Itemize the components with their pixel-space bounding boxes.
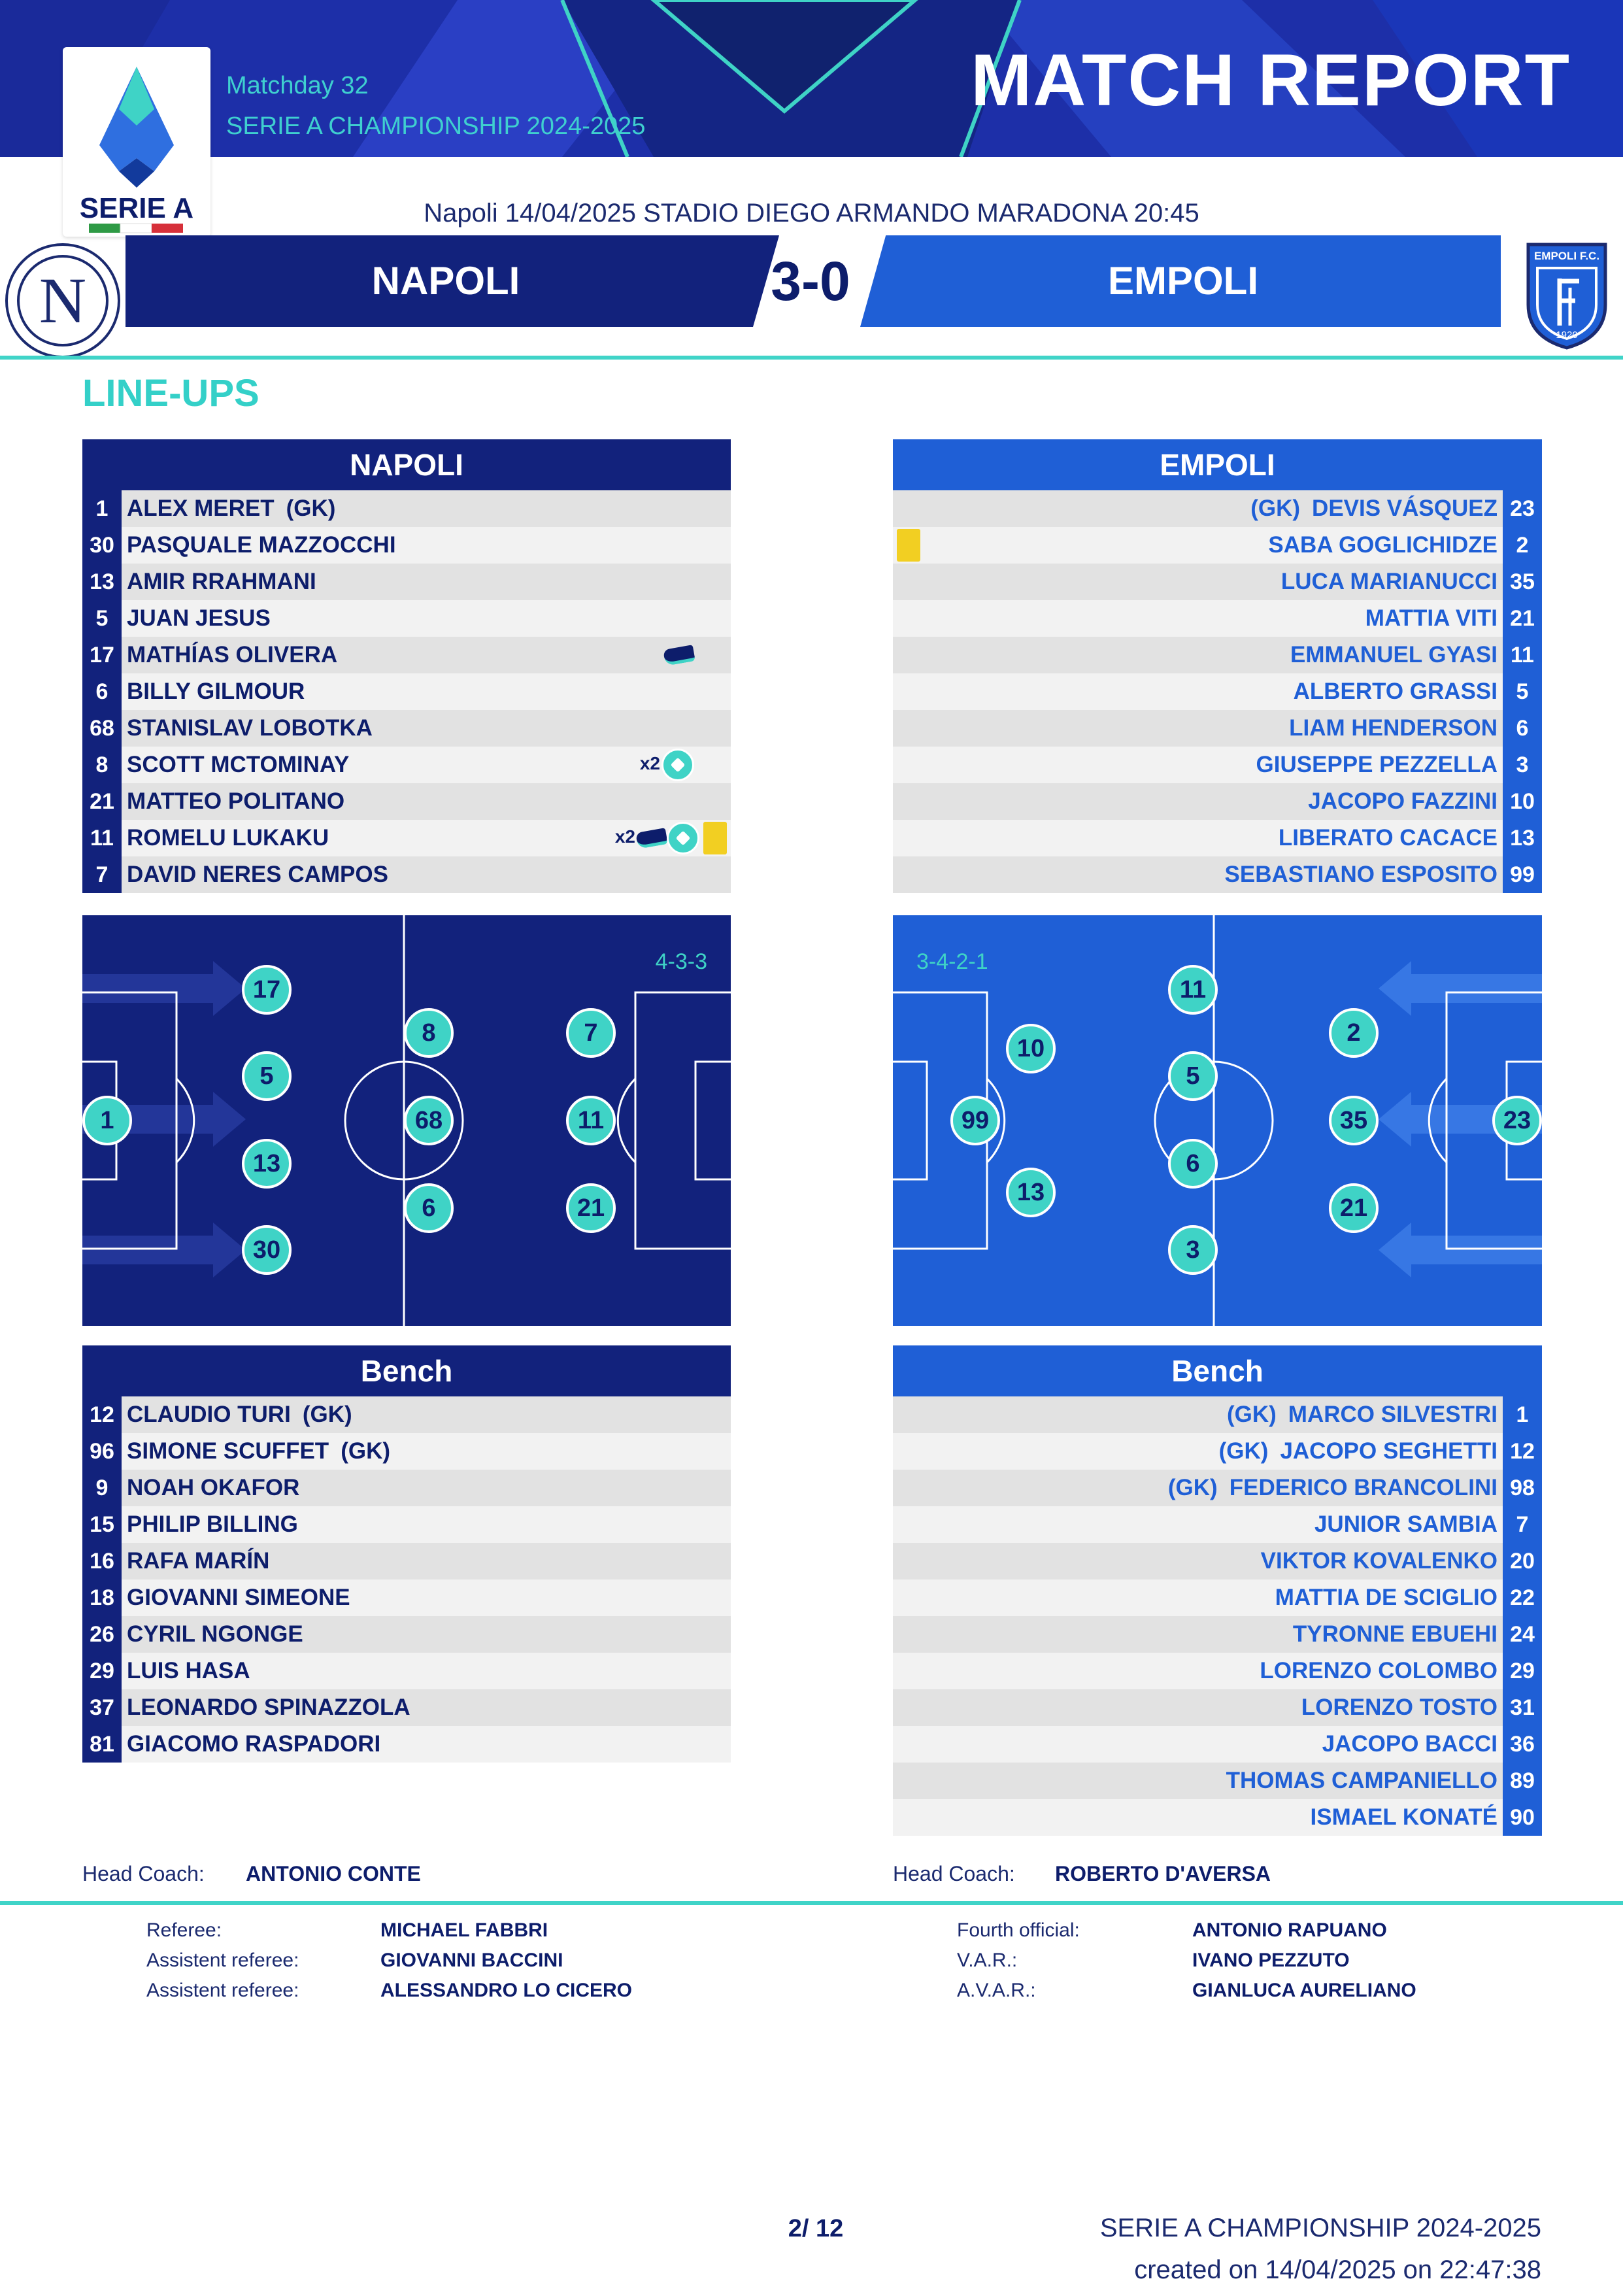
player-name — [127, 1726, 380, 1763]
player-name — [127, 1653, 250, 1689]
player-name-text: THOMAS CAMPANIELLO — [1226, 1768, 1498, 1793]
official-label: A.V.A.R.: — [957, 1980, 1036, 2001]
assist-count: x2 — [614, 826, 635, 847]
empoli-crest-year: 1920 — [1556, 329, 1578, 341]
player-name-text: CLAUDIO TURI — [127, 1402, 291, 1427]
player-row — [893, 1579, 1542, 1616]
player-row — [893, 820, 1542, 856]
shirt-number: 17 — [82, 637, 122, 673]
player-events — [615, 820, 727, 856]
player-name-text: JACOPO SEGHETTI — [1280, 1438, 1498, 1464]
player-name-text: GIOVANNI SIMEONE — [127, 1585, 350, 1610]
shirt-number: 89 — [1503, 1763, 1542, 1799]
shirt-number: 99 — [1503, 856, 1542, 893]
matchday-label: Matchday 32 — [226, 72, 369, 99]
pitch-player-marker: 13 — [242, 1139, 292, 1189]
player-name — [127, 564, 316, 600]
assist-boot-icon — [663, 645, 695, 666]
shirt-number: 29 — [82, 1653, 122, 1689]
player-row — [893, 1726, 1542, 1763]
player-name — [127, 637, 337, 673]
player-name — [1308, 783, 1498, 820]
goalkeeper-tag: (GK) — [302, 1402, 352, 1427]
shirt-number: 15 — [82, 1506, 122, 1543]
player-name-text: EMMANUEL GYASI — [1290, 642, 1498, 667]
player-name — [127, 856, 388, 893]
shirt-number: 90 — [1503, 1799, 1542, 1836]
player-name-text: AMIR RRAHMANI — [127, 569, 316, 594]
shirt-number: 96 — [82, 1433, 122, 1470]
pitch-player-marker: 5 — [1168, 1051, 1218, 1101]
pitch-player-marker: 21 — [1329, 1183, 1379, 1233]
serie-a-logo-text: SERIE A — [79, 192, 194, 224]
player-row — [893, 637, 1542, 673]
player-row — [893, 490, 1542, 527]
player-name — [1260, 1653, 1498, 1689]
player-name-text: LIBERATO CACACE — [1278, 825, 1498, 851]
player-name-text: DAVID NERES CAMPOS — [127, 862, 388, 887]
player-row — [893, 527, 1542, 564]
player-name — [1294, 673, 1498, 710]
player-name — [1268, 527, 1498, 564]
player-name-text: ISMAEL KONATÉ — [1310, 1804, 1498, 1830]
shirt-number: 21 — [1503, 600, 1542, 637]
shirt-number: 20 — [1503, 1543, 1542, 1579]
player-name-text: MATTEO POLITANO — [127, 788, 345, 814]
footer-season: SERIE A CHAMPIONSHIP 2024-2025 — [1099, 2214, 1541, 2242]
player-name — [127, 490, 347, 527]
player-name — [1239, 490, 1498, 527]
player-name-text: LUCA MARIANUCCI — [1280, 569, 1498, 594]
player-name-text: MATHÍAS OLIVERA — [127, 642, 338, 667]
shirt-number: 22 — [1503, 1579, 1542, 1616]
player-name — [1314, 1506, 1498, 1543]
player-name — [1293, 1616, 1498, 1653]
home-list-header: NAPOLI — [82, 439, 731, 490]
goalkeeper-tag: (GK) — [286, 496, 336, 521]
page-title: MATCH REPORT — [971, 39, 1571, 121]
home-formation-label: 4-3-3 — [655, 949, 707, 974]
fixture-info: Napoli 14/04/2025 STADIO DIEGO ARMANDO MARADONA 20:45 — [424, 199, 1199, 228]
shirt-number: 13 — [82, 564, 122, 600]
away-starters-list — [893, 439, 1542, 893]
player-name-text: VIKTOR KOVALENKO — [1260, 1548, 1498, 1574]
player-name — [127, 1433, 402, 1470]
away-formation-label: 3-4-2-1 — [916, 949, 988, 974]
player-row — [893, 600, 1542, 637]
shirt-number: 12 — [1503, 1433, 1542, 1470]
player-row — [893, 1616, 1542, 1653]
player-name-text: LIAM HENDERSON — [1289, 715, 1498, 741]
player-name — [127, 1689, 410, 1726]
player-name-text: STANISLAV LOBOTKA — [127, 715, 373, 741]
shirt-number: 16 — [82, 1543, 122, 1579]
shirt-number: 6 — [1503, 710, 1542, 747]
player-name — [1226, 1763, 1498, 1799]
official-name: ALESSANDRO LO CICERO — [380, 1980, 633, 2001]
napoli-crest-icon — [5, 243, 120, 358]
player-row — [82, 527, 731, 564]
player-name — [1365, 600, 1498, 637]
season-label: SERIE A CHAMPIONSHIP 2024-2025 — [226, 112, 646, 140]
player-name-text: ALBERTO GRASSI — [1293, 679, 1498, 704]
divider — [0, 356, 1623, 360]
player-row — [82, 1653, 731, 1689]
player-name-text: JUNIOR SAMBIA — [1314, 1511, 1498, 1537]
official-label: Referee: — [146, 1919, 222, 1941]
shirt-number: 7 — [1503, 1506, 1542, 1543]
home-formation-pitch — [82, 915, 731, 1326]
player-name — [127, 673, 305, 710]
pitch-player-marker: 13 — [1006, 1168, 1056, 1217]
divider — [0, 1901, 1623, 1905]
goalkeeper-tag: (GK) — [341, 1438, 390, 1464]
pitch-player-marker: 35 — [1329, 1096, 1379, 1145]
player-name-text: FEDERICO BRANCOLINI — [1229, 1475, 1498, 1500]
official-name: ANTONIO RAPUANO — [1192, 1919, 1387, 1941]
player-name-text: DEVIS VÁSQUEZ — [1312, 496, 1498, 521]
player-name — [127, 1616, 303, 1653]
player-name-text: GIUSEPPE PEZZELLA — [1256, 752, 1498, 777]
shirt-number: 2 — [1503, 527, 1542, 564]
player-row — [893, 856, 1542, 893]
player-row — [893, 1433, 1542, 1470]
footer-created: created on 14/04/2025 on 22:47:38 — [1134, 2255, 1541, 2284]
player-row — [82, 1433, 731, 1470]
napoli-crest-letter: N — [17, 255, 109, 346]
player-name — [127, 710, 373, 747]
player-name — [1215, 1396, 1498, 1433]
pitch-player-marker: 3 — [1168, 1225, 1218, 1275]
player-name — [1279, 820, 1498, 856]
shirt-number: 36 — [1503, 1726, 1542, 1763]
player-name-text: LORENZO COLOMBO — [1260, 1658, 1498, 1683]
player-name-text: JUAN JESUS — [127, 605, 271, 631]
player-name — [1311, 1799, 1498, 1836]
away-coach-label: Head Coach: — [893, 1862, 1015, 1885]
player-row — [893, 1689, 1542, 1726]
yellow-card-icon — [703, 822, 727, 854]
goal-count: x2 — [639, 753, 660, 773]
player-name-text: LUIS HASA — [127, 1658, 250, 1683]
player-name — [1275, 1579, 1498, 1616]
away-coach-name: ROBERTO D'AVERSA — [1055, 1862, 1271, 1885]
player-name — [1281, 564, 1498, 600]
player-name-text: LORENZO TOSTO — [1301, 1695, 1498, 1720]
pitch-player-marker: 17 — [242, 965, 292, 1015]
shirt-number: 12 — [82, 1396, 122, 1433]
official-label: Assistent referee: — [146, 1980, 299, 2001]
player-row — [893, 747, 1542, 783]
player-row — [82, 490, 731, 527]
shirt-number: 30 — [82, 527, 122, 564]
player-name — [127, 820, 329, 856]
pitch-player-marker: 21 — [566, 1183, 616, 1233]
official-label: V.A.R.: — [957, 1950, 1018, 1971]
player-name-text: SABA GOGLICHIDZE — [1268, 532, 1498, 558]
player-name — [127, 1506, 298, 1543]
home-bench-header: Bench — [82, 1345, 731, 1396]
shirt-number: 23 — [1503, 490, 1542, 527]
player-name-text: TYRONNE EBUEHI — [1292, 1621, 1498, 1647]
goalkeeper-tag: (GK) — [1167, 1475, 1218, 1500]
player-name-text: JACOPO FAZZINI — [1308, 788, 1498, 814]
player-row — [82, 673, 731, 710]
home-bench-rows — [82, 1396, 731, 1763]
player-name — [1322, 1726, 1498, 1763]
player-name-text: MATTIA DE SCIGLIO — [1275, 1585, 1498, 1610]
shirt-number: 24 — [1503, 1616, 1542, 1653]
pitch-player-marker: 68 — [404, 1096, 454, 1145]
player-name-text: LEONARDO SPINAZZOLA — [127, 1695, 410, 1720]
player-name — [1261, 1543, 1498, 1579]
player-name-text: MARCO SILVESTRI — [1288, 1402, 1498, 1427]
goalkeeper-tag: (GK) — [1226, 1402, 1277, 1427]
pitch-player-marker: 7 — [566, 1008, 616, 1058]
pitch-player-marker: 30 — [242, 1225, 292, 1275]
home-bench-list — [82, 1345, 731, 1763]
page-number: 2/ 12 — [788, 2215, 844, 2242]
shirt-number: 35 — [1503, 564, 1542, 600]
player-events — [640, 747, 694, 783]
shirt-number: 21 — [82, 783, 122, 820]
shirt-number: 26 — [82, 1616, 122, 1653]
pitch-player-marker: 6 — [1168, 1139, 1218, 1189]
player-row — [893, 710, 1542, 747]
away-list-header: EMPOLI — [893, 439, 1542, 490]
pitch-player-marker: 99 — [950, 1096, 1000, 1145]
player-row — [82, 856, 731, 893]
shirt-number: 31 — [1503, 1689, 1542, 1726]
player-row — [82, 600, 731, 637]
player-name-text: BILLY GILMOUR — [127, 679, 305, 704]
pitch-player-marker: 10 — [1006, 1024, 1056, 1073]
section-title: LINE-UPS — [82, 372, 259, 414]
player-name — [1289, 710, 1498, 747]
player-row — [82, 820, 731, 856]
official-name: GIOVANNI BACCINI — [380, 1950, 563, 1971]
player-name — [127, 1470, 299, 1506]
player-row — [82, 1616, 731, 1653]
goal-ball-icon — [667, 822, 699, 854]
player-name-text: SIMONE SCUFFET — [127, 1438, 329, 1464]
player-name — [127, 783, 344, 820]
player-name — [127, 527, 396, 564]
shirt-number: 6 — [82, 673, 122, 710]
shirt-number: 3 — [1503, 747, 1542, 783]
shirt-number: 1 — [82, 490, 122, 527]
player-row — [82, 1470, 731, 1506]
player-name — [1207, 1433, 1498, 1470]
away-bench-rows — [893, 1396, 1542, 1836]
home-starters-list — [82, 439, 731, 893]
away-starters-rows — [893, 490, 1542, 893]
shirt-number: 29 — [1503, 1653, 1542, 1689]
player-row — [893, 1763, 1542, 1799]
player-row — [82, 710, 731, 747]
shirt-number: 1 — [1503, 1396, 1542, 1433]
shirt-number: 10 — [1503, 783, 1542, 820]
player-name-text: PASQUALE MAZZOCCHI — [127, 532, 396, 558]
goal-ball-icon — [661, 749, 694, 781]
player-name-text: NOAH OKAFOR — [127, 1475, 300, 1500]
player-row — [82, 1396, 731, 1433]
player-name — [127, 747, 349, 783]
shirt-number: 68 — [82, 710, 122, 747]
shirt-number: 5 — [1503, 673, 1542, 710]
player-name — [1301, 1689, 1498, 1726]
player-name — [127, 600, 271, 637]
player-row — [893, 564, 1542, 600]
player-row — [82, 1543, 731, 1579]
player-name-text: ALEX MERET — [127, 496, 275, 521]
player-row — [82, 1689, 731, 1726]
shirt-number: 13 — [1503, 820, 1542, 856]
shirt-number: 81 — [82, 1726, 122, 1763]
player-name — [127, 1579, 350, 1616]
empoli-crest-text: EMPOLI F.C. — [1533, 250, 1600, 262]
pitch-player-marker: 2 — [1329, 1008, 1379, 1058]
player-events — [897, 527, 920, 564]
player-row — [893, 1470, 1542, 1506]
player-row — [82, 637, 731, 673]
yellow-card-icon — [897, 529, 920, 562]
shirt-number: 98 — [1503, 1470, 1542, 1506]
away-bench-header: Bench — [893, 1345, 1542, 1396]
player-row — [893, 1799, 1542, 1836]
player-name — [1256, 747, 1498, 783]
player-name-text: MATTIA VITI — [1365, 605, 1498, 631]
shirt-number: 11 — [1503, 637, 1542, 673]
player-row — [82, 747, 731, 783]
player-name-text: CYRIL NGONGE — [127, 1621, 303, 1647]
player-name-text: SEBASTIANO ESPOSITO — [1224, 862, 1498, 887]
shirt-number: 18 — [82, 1579, 122, 1616]
shirt-number: 5 — [82, 600, 122, 637]
pitch-player-marker: 5 — [242, 1051, 292, 1101]
assist-boot-icon — [635, 828, 668, 849]
player-row — [82, 1506, 731, 1543]
pitch-player-marker: 11 — [566, 1096, 616, 1145]
player-row — [893, 783, 1542, 820]
player-row — [893, 673, 1542, 710]
player-name — [1225, 856, 1498, 893]
player-row — [893, 1543, 1542, 1579]
home-coach-name: ANTONIO CONTE — [246, 1862, 421, 1885]
shirt-number: 11 — [82, 820, 122, 856]
shirt-number: 37 — [82, 1689, 122, 1726]
match-score: 3-0 — [771, 250, 850, 312]
player-name — [127, 1543, 269, 1579]
player-name — [127, 1396, 364, 1433]
player-row — [82, 1579, 731, 1616]
pitch-player-marker: 6 — [404, 1183, 454, 1233]
shirt-number: 9 — [82, 1470, 122, 1506]
empoli-crest-icon — [1523, 239, 1611, 350]
player-row — [82, 783, 731, 820]
pitch-player-marker: 8 — [404, 1008, 454, 1058]
pitch-player-marker: 1 — [82, 1096, 132, 1145]
official-name: GIANLUCA AURELIANO — [1192, 1980, 1416, 2001]
away-bench-list — [893, 1345, 1542, 1836]
player-row — [893, 1653, 1542, 1689]
player-row — [82, 564, 731, 600]
player-name — [1156, 1470, 1498, 1506]
player-row — [893, 1396, 1542, 1433]
shirt-number: 7 — [82, 856, 122, 893]
player-name-text: JACOPO BACCI — [1322, 1731, 1498, 1757]
player-row — [893, 1506, 1542, 1543]
pitch-player-marker: 23 — [1492, 1096, 1542, 1145]
player-name — [1290, 637, 1498, 673]
official-label: Assistent referee: — [146, 1950, 299, 1971]
away-formation-pitch — [893, 915, 1542, 1326]
shirt-number: 8 — [82, 747, 122, 783]
away-team-name: EMPOLI — [1107, 259, 1258, 303]
official-name: IVANO PEZZUTO — [1192, 1950, 1350, 1971]
pitch-player-marker: 11 — [1168, 965, 1218, 1015]
home-team-name: NAPOLI — [371, 259, 520, 303]
home-coach-label: Head Coach: — [82, 1862, 205, 1885]
player-name-text: GIACOMO RASPADORI — [127, 1731, 381, 1757]
official-name: MICHAEL FABBRI — [380, 1919, 548, 1941]
player-name-text: PHILIP BILLING — [127, 1511, 298, 1537]
player-row — [82, 1726, 731, 1763]
player-name-text: ROMELU LUKAKU — [127, 825, 329, 851]
home-starters-rows — [82, 490, 731, 893]
goalkeeper-tag: (GK) — [1218, 1438, 1269, 1464]
goalkeeper-tag: (GK) — [1250, 496, 1301, 521]
player-name-text: RAFA MARÍN — [127, 1548, 270, 1574]
player-events — [664, 637, 694, 673]
official-label: Fourth official: — [957, 1919, 1080, 1941]
player-name-text: SCOTT MCTOMINAY — [127, 752, 350, 777]
